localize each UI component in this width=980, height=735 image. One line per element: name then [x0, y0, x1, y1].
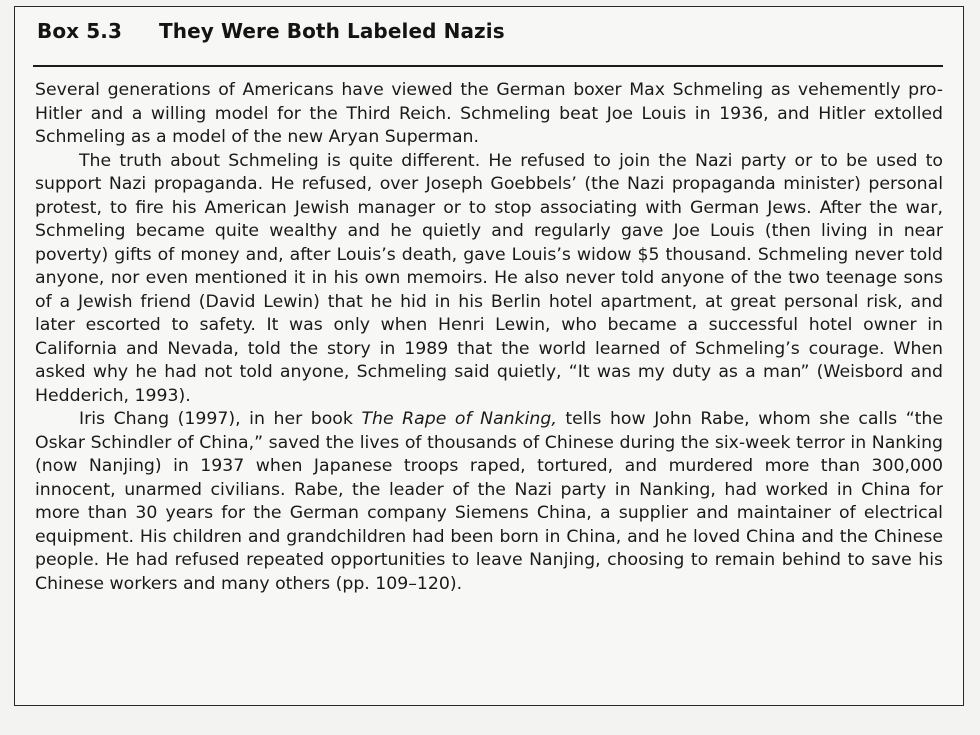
- paragraph-rabe-lead: Iris Chang (1997), in her book: [79, 409, 362, 429]
- paragraph-schmeling-intro: Several generations of Americans have viewed the German boxer Max Schmeling as vehemently pro-Hitler and a willing model for the Third Reich. Schmeling beat Joe Louis in 1936, and Hitler extolled Schmeling as a model of the new Aryan Superman.: [35, 80, 943, 147]
- sidebar-box: [14, 6, 964, 706]
- paragraph-rabe-rest: tells how John Rabe, whom she calls “the Oskar Schindler of China,” saved the lives of thousands of Chinese during the six-week terror in Nanking (now Nanjing) in 1937 when Japanese troops raped, tortured, and murdered more than 300,000 innocent, unarmed civilians. Rabe, the leader of the Nazi party in Nanking, had worked in China for more than 30 years for the German company Siemens China, a supplier and maintainer of electrical equipment. His children and grandchildren had been born in China, and he loved China and the Chinese people. He had refused repeated opportunities to leave Nanjing, choosing to remain behind to save his Chinese workers and many others (pp. 109–120).: [35, 409, 944, 594]
- box-body: [35, 79, 943, 596]
- book-title: The Rape of Nanking,: [361, 409, 557, 429]
- box-heading: [37, 19, 505, 43]
- paragraph-rabe: [35, 408, 943, 596]
- box-title: They Were Both Labeled Nazis: [159, 19, 505, 43]
- paragraph-schmeling-truth: The truth about Schmeling is quite different. He refused to join the Nazi party or to be used to support Nazi propaganda. He refused, over Joseph Goebbels’ (the Nazi propaganda minister) personal protest, to fire his American Jewish manager or to stop associating with German Jews. After the war, Schmeling became quite wealthy and he quietly and regularly gave Joe Louis (then living in near poverty) gifts of money and, after Louis’s death, gave Louis’s widow $5 thousand. Schmeling never told anyone, nor even mentioned it in his own memoirs. He also never told anyone of the two teenage sons of a Jewish friend (David Lewin) that he hid in his Berlin hotel apartment, at great personal risk, and later escorted to safety. It was only when Henri Lewin, who became a successful hotel owner in California and Nevada, told the story in 1989 that the world learned of Schmeling’s courage. When asked why he had not told anyone, Schmeling said quietly, “It was my duty as a man” (Weisbord and Hedderich, 1993).: [35, 150, 943, 406]
- heading-rule: [33, 65, 943, 67]
- box-number: Box 5.3: [37, 19, 122, 43]
